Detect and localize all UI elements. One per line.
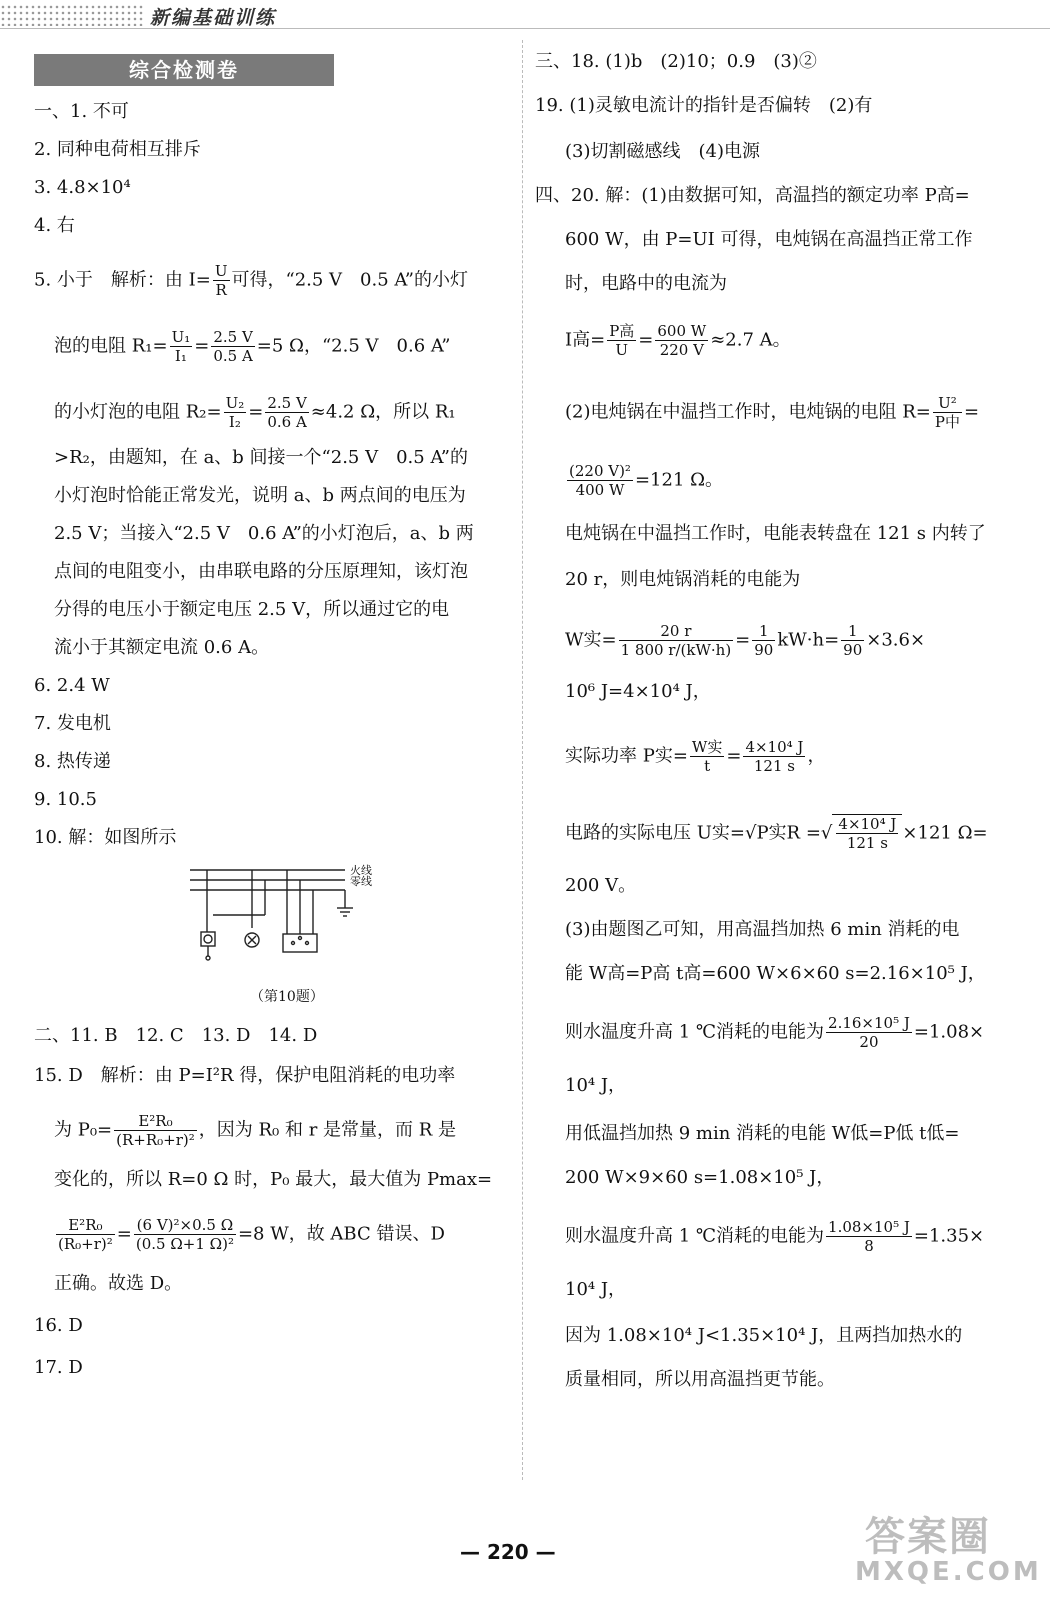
watermark	[845, 1505, 1045, 1595]
answer-line: 分得的电压小于额定电压 2.5 V，所以通过它的电	[54, 599, 450, 620]
answer-line: (3)切割磁感线 (4)电源	[565, 141, 760, 162]
numerator: 4×10⁴ J	[745, 738, 804, 756]
answer-line: 时，电路中的电流为	[565, 273, 727, 294]
text: =	[726, 745, 742, 767]
header-rule	[0, 28, 1050, 29]
denominator: 400 W	[575, 481, 625, 499]
numerator: 2.16×10⁵ J	[828, 1014, 910, 1032]
answer-line: 的小灯泡的电阻 R₂= $\frac{\text{U₂}}{\text{I₂}}$ = $\frac{2.5 V}{0.6 A}$ ≈4.2 Ω，所以 R₁	[54, 394, 456, 431]
series-title: 新编基础训练	[150, 7, 277, 29]
watermark-logo-text: 答案圈	[865, 1514, 991, 1560]
text: =	[638, 329, 654, 351]
column-divider	[522, 40, 523, 1480]
fraction	[841, 622, 864, 659]
answer-line	[565, 322, 791, 359]
denominator: (R+R₀+r)²	[116, 1131, 195, 1149]
answer-line	[565, 622, 925, 659]
denominator: U	[615, 341, 629, 359]
live-wire-label: 火线	[350, 864, 372, 877]
formula: I=	[188, 269, 211, 291]
fraction	[690, 738, 724, 775]
answer-line: 正确。故选 D。	[54, 1273, 183, 1294]
fraction	[619, 622, 734, 659]
answer-line: 二、11. B 12. C 13. D 14. D	[34, 1025, 318, 1046]
answer-line: 因为 1.08×10⁴ J<1.35×10⁴ J，且两挡加热水的	[565, 1325, 963, 1346]
answer-line: 200 V。	[565, 875, 637, 896]
answer-line: (3)由题图乙可知，用高温挡加热 6 min 消耗的电	[565, 919, 960, 940]
denominator: I₂	[228, 413, 241, 431]
answer-line: 4. 右	[34, 215, 75, 236]
text: =8 W，故 ABC 错误、D	[237, 1223, 445, 1245]
denominator: 1 800 r/(kW·h)	[620, 641, 732, 659]
text: ≈2.7 A。	[710, 329, 791, 351]
denominator: 90	[754, 641, 774, 659]
denominator: 90	[843, 641, 863, 659]
denominator: t	[704, 757, 711, 775]
numerator: 1.08×10⁵ J	[828, 1218, 910, 1236]
denominator: I₁	[174, 347, 187, 365]
text: I高=	[565, 329, 606, 351]
answer-line	[565, 1014, 984, 1051]
text: ，	[807, 745, 826, 767]
answer-line: 点间的电阻变小，由串联电路的分压原理知，该灯泡	[54, 561, 468, 582]
denominator: 8	[864, 1237, 874, 1255]
fraction	[170, 328, 193, 365]
text: 可得，“2.5 V 0.5 A”的小灯	[231, 269, 468, 291]
numerator: U₂	[225, 394, 245, 412]
numerator: P高	[609, 322, 635, 340]
text: kW·h=	[777, 629, 840, 651]
text: W实=	[565, 629, 617, 651]
denominator: 20	[859, 1033, 879, 1051]
answer-line: 用低温挡加热 9 min 消耗的电能 W低=P低 t低=	[565, 1123, 960, 1144]
text: ×121 Ω=	[902, 822, 988, 844]
answer-line: 10⁶ J=4×10⁴ J，	[565, 681, 711, 702]
fraction	[752, 622, 775, 659]
numerator: 1	[752, 622, 775, 641]
answer-line	[34, 262, 468, 299]
page-header	[0, 0, 1050, 30]
fraction	[743, 738, 805, 775]
text: =	[735, 629, 751, 651]
denominator: 121 s	[753, 757, 795, 775]
section-title: 综合检测卷	[129, 58, 239, 82]
fraction	[826, 1014, 912, 1051]
fraction	[836, 815, 898, 852]
numerator: 600 W	[657, 322, 707, 340]
fraction	[213, 262, 230, 299]
text: 则水温度升高 1 ℃消耗的电能为	[565, 1021, 825, 1043]
answer-line: 17. D	[34, 1357, 83, 1378]
text: 实际功率 P实=	[565, 745, 688, 767]
answer-line: 200 W×9×60 s=1.08×10⁵ J，	[565, 1167, 835, 1188]
denominator: R	[215, 281, 227, 299]
numerator: 2.5 V	[267, 394, 307, 412]
text: 泡的电阻 R₁=	[54, 335, 168, 357]
answer-line: $\frac{\text{E²R₀}}{\text{(R₀+r)²}}$ = $\frac{\text{(6 V)²×0.5 Ω}}{\text{(0.5 Ω+1 Ω)²}}$ =8 W，故 ABC 错误、D	[58, 1216, 445, 1253]
numerator: 1	[841, 622, 864, 641]
text: 的小灯泡的电阻 R₂=	[54, 401, 222, 423]
fraction	[567, 462, 633, 499]
figure-caption: （第10题）	[250, 989, 324, 1005]
text: (2)电炖锅在中温挡工作时，电炖锅的电阻 R=	[565, 401, 931, 423]
numerator: (6 V)²×0.5 Ω	[134, 1216, 236, 1235]
fraction	[933, 394, 962, 431]
numerator: W实	[691, 738, 723, 756]
numerator: E²R₀	[114, 1112, 197, 1131]
fraction	[655, 322, 708, 359]
answer-line	[565, 1218, 984, 1255]
answer-line: 变化的，所以 R=0 Ω 时，P₀ 最大，最大值为 Pmax=	[54, 1169, 493, 1190]
section-title-bar	[34, 54, 334, 86]
fraction	[224, 394, 247, 431]
answer-line: 16. D	[34, 1315, 83, 1336]
answer-line: 小灯泡时恰能正常发光，说明 a、b 两点间的电压为	[54, 485, 466, 506]
answer-line	[54, 1112, 456, 1149]
answer-line	[565, 394, 979, 431]
answer-line: >R₂，由题知，在 a、b 间接一个“2.5 V 0.5 A”的	[54, 447, 468, 468]
text: 则水温度升高 1 ℃消耗的电能为	[565, 1225, 825, 1247]
header-dot-pattern	[0, 4, 145, 26]
numerator: U₁	[171, 328, 191, 346]
numerator: U	[214, 262, 228, 280]
answer-line: 三、18. (1)b (2)10；0.9 (3)②	[535, 51, 817, 72]
denominator: 121 s	[846, 834, 888, 852]
answer-line: 电炖锅在中温挡工作时，电能表转盘在 121 s 内转了	[565, 523, 986, 544]
answer-line: 9. 10.5	[34, 789, 97, 810]
text: ≈4.2 Ω，所以 R₁	[310, 401, 456, 423]
fraction	[607, 322, 636, 359]
answer-line: 2.5 V；当接入“2.5 V 0.6 A”的小灯泡后，a、b 两	[54, 523, 474, 544]
answer-line: 质量相同，所以用高温挡更节能。	[565, 1369, 835, 1390]
fraction	[56, 1216, 115, 1253]
text: 为 P₀=	[54, 1119, 113, 1141]
fraction	[114, 1112, 197, 1149]
denominator: P中	[934, 413, 960, 431]
numerator: 20 r	[619, 622, 734, 641]
answer-line: 3. 4.8×10⁴	[34, 177, 131, 198]
text: 电路的实际电压 U实=√P实R =	[565, 822, 821, 844]
answer-line: 10. 解：如图所示	[34, 827, 177, 848]
fraction	[211, 328, 254, 365]
answer-line: 20 r，则电炖锅消耗的电能为	[565, 569, 801, 590]
sqrt	[832, 814, 902, 852]
text: =5 Ω，“2.5 V 0.6 A”	[256, 335, 451, 357]
denominator: (R₀+r)²	[58, 1235, 113, 1253]
answer-line: 600 W，由 P=UI 可得，电炖锅在高温挡正常工作	[565, 229, 973, 250]
answer-line: 6. 2.4 W	[34, 675, 110, 696]
fuse-switch-icon	[201, 932, 215, 946]
page-number: — 220 —	[460, 1540, 556, 1564]
denominator: 220 V	[659, 341, 704, 359]
answer-line: 一、1. 不可	[34, 101, 129, 122]
fraction	[134, 1216, 236, 1253]
fraction	[265, 394, 308, 431]
watermark-url: MXQE.COM	[855, 1557, 1042, 1587]
answer-line: 10⁴ J，	[565, 1279, 627, 1300]
answer-line: 四、20. 解：(1)由数据可知，高温挡的额定功率 P高=	[535, 185, 970, 206]
answer-line: 19. (1)灵敏电流计的指针是否偏转 (2)有	[535, 95, 873, 116]
text: =121 Ω。	[634, 469, 724, 491]
numerator: 4×10⁴ J	[838, 815, 897, 833]
denominator: 0.6 A	[267, 413, 307, 431]
neutral-wire-label: 零线	[350, 875, 372, 888]
answer-line: 泡的电阻 R₁= $\frac{\text{U₁}}{\text{I₁}}$ = $\frac{2.5 V}{0.5 A}$ =5 Ω，“2.5 V 0.6 A”	[54, 328, 451, 365]
numerator: (220 V)²	[569, 462, 631, 480]
answer-line: 能 W高=P高 t高=600 W×6×60 s=2.16×10⁵ J，	[565, 963, 986, 984]
text: ×3.6×	[866, 629, 926, 651]
circuit-diagram	[185, 860, 390, 980]
numerator: E²R₀	[56, 1216, 115, 1235]
answer-line	[565, 738, 825, 775]
numerator: 2.5 V	[213, 328, 253, 346]
denominator: 0.5 A	[213, 347, 253, 365]
answer-line: 2. 同种电荷相互排斥	[34, 139, 201, 160]
answer-line: 电路的实际电压 U实=√P实R =√ $\frac{\text{4×10⁴ J}}{121 s}$ ×121 Ω=	[565, 815, 988, 852]
numerator: U²	[933, 394, 962, 413]
answer-line: 流小于其额定电流 0.6 A。	[54, 637, 270, 658]
text: =1.35×	[913, 1225, 985, 1247]
answer-line: 7. 发电机	[34, 713, 111, 734]
text: =1.08×	[913, 1021, 985, 1043]
denominator: (0.5 Ω+1 Ω)²	[135, 1235, 234, 1253]
text: =	[963, 401, 980, 423]
text: 5. 小于 解析：由	[34, 269, 183, 291]
answer-line: 10⁴ J，	[565, 1075, 627, 1096]
text: ，因为 R₀ 和 r 是常量，而 R 是	[198, 1119, 457, 1141]
answer-line	[565, 462, 723, 499]
answer-line: 15. D 解析：由 P=I²R 得，保护电阻消耗的电功率	[34, 1065, 456, 1086]
answer-line: 8. 热传递	[34, 751, 111, 772]
fraction	[826, 1218, 912, 1255]
